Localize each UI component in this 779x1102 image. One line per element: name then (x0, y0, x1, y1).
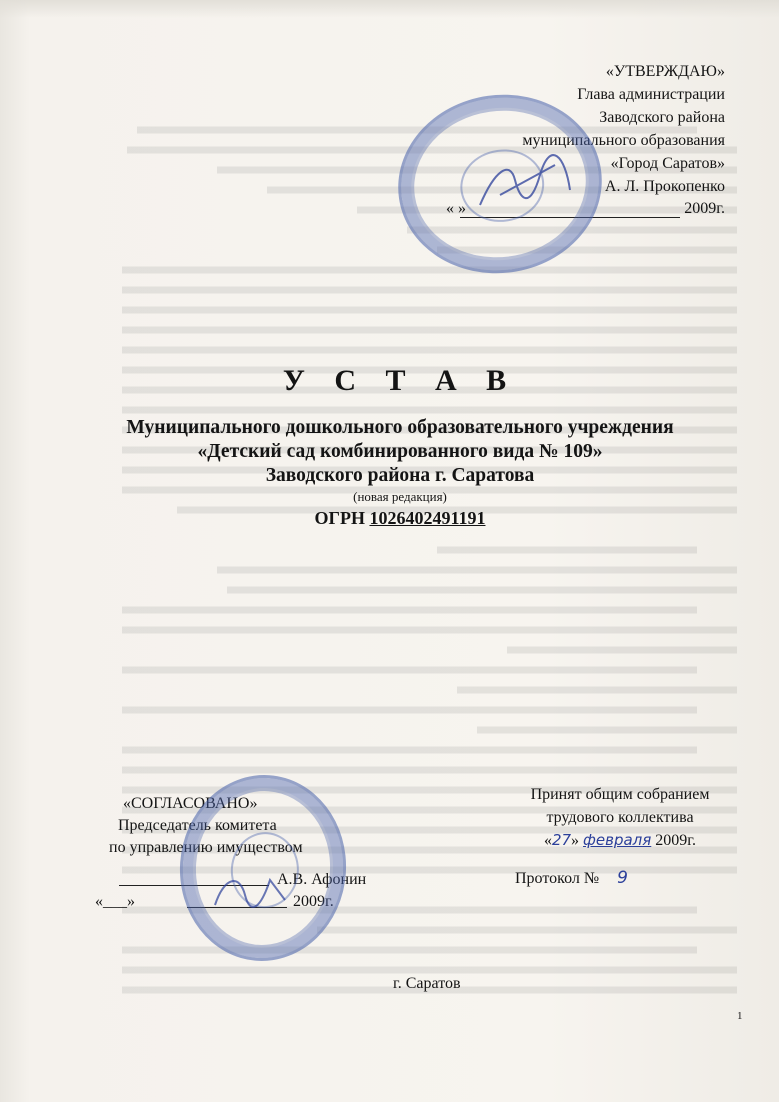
agreed-heading: «СОГЛАСОВАНО» (123, 795, 258, 812)
redaction-note: (новая редакция) (353, 489, 447, 504)
document-title: У С Т А В (282, 364, 518, 397)
org-name-line-2: «Детский сад комбинированного вида № 109» (197, 441, 603, 462)
approval-line-1: Глава администрации (577, 86, 725, 103)
meeting-date-day: 27 (551, 831, 572, 849)
agreed-date-quotes: «___» (95, 893, 135, 910)
approval-date-quotes: « » (446, 200, 466, 217)
page-number: 1 (737, 1010, 743, 1022)
meeting-line-2: трудового коллектива (546, 809, 694, 826)
ogrn-number: 1026402491191 (369, 508, 486, 528)
protocol-line (515, 868, 628, 888)
protocol-label: Протокол № (515, 870, 600, 887)
agreed-signer: А.В. Афонин (277, 871, 367, 888)
agreed-year: 2009г. (293, 893, 334, 910)
meeting-line-1: Принят общим собранием (530, 786, 710, 803)
protocol-number: 9 (617, 868, 628, 888)
meeting-year: 2009г. (655, 832, 697, 849)
approval-line-2: Заводского района (599, 109, 725, 126)
meeting-date-month: февраля (583, 831, 652, 849)
org-name-line-3: Заводского района г. Саратова (265, 465, 535, 486)
charter-title-block (90, 358, 710, 530)
approval-heading: «УТВЕРЖДАЮ» (605, 63, 725, 80)
meeting-date-row: «27» февраля 2009г. (543, 831, 697, 849)
meeting-block (505, 783, 735, 852)
approval-signer: А. Л. Прокопенко (604, 178, 725, 195)
approval-year: 2009г. (684, 200, 725, 217)
ogrn-label: ОГРН (314, 508, 365, 528)
approval-line-3: муниципального образования (522, 132, 725, 149)
signature-agreed (210, 865, 290, 915)
signature-approval (470, 150, 580, 220)
agreed-line-2: по управлению имуществом (109, 839, 303, 856)
ogrn-line (90, 506, 710, 530)
agreed-line-1: Председатель комитета (118, 817, 277, 834)
scan-edge (0, 0, 779, 18)
city-name: г. Саратов (393, 975, 461, 992)
approval-line-4: «Город Саратов» (610, 155, 725, 172)
org-name-line-1: Муниципального дошкольного образовательного учреждения (126, 417, 674, 438)
